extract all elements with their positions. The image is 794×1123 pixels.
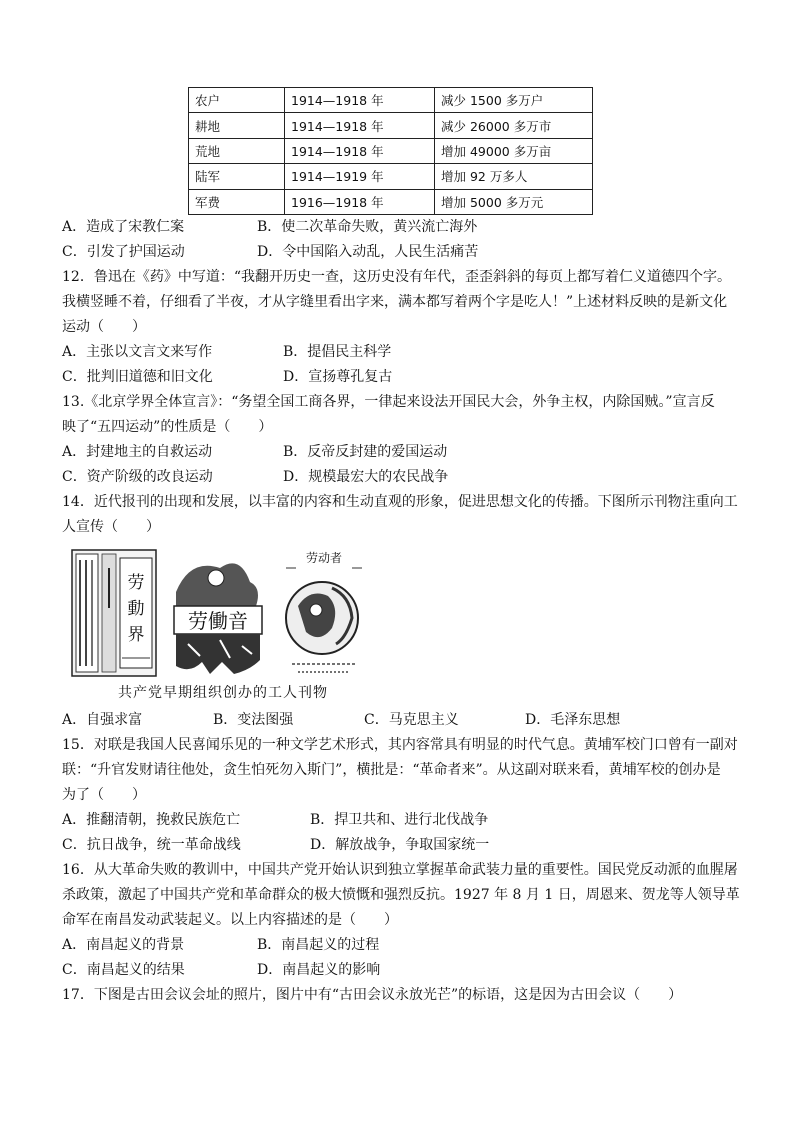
magazine-2-cover (174, 563, 262, 674)
table-row (189, 113, 593, 138)
q13-option-c[interactable]: C．资产阶级的改良运动 (62, 469, 213, 485)
magazine-1-cover (72, 550, 156, 676)
table-cell: 陆军 (189, 164, 285, 189)
table-cell: 荒地 (189, 138, 285, 163)
magazine-1-title-char-2: 動 (127, 599, 145, 619)
q12-stem-line3: 运动（ ） (62, 319, 146, 335)
q14-option-c[interactable]: C．马克思主义 (364, 712, 459, 728)
q14-option-a[interactable]: A．自强求富 (62, 712, 143, 728)
q16-option-c[interactable]: C．南昌起义的结果 (62, 962, 185, 978)
q15-option-d[interactable]: D．解放战争，争取国家统一 (310, 837, 490, 853)
q14-option-b[interactable]: B．变法图强 (213, 712, 294, 728)
q12-option-c[interactable]: C．批判旧道德和旧文化 (62, 369, 213, 385)
q12-option-a[interactable]: A．主张以文言文来写作 (62, 344, 213, 360)
q16-option-b[interactable]: B．南昌起义的过程 (257, 937, 380, 953)
q13-stem-line1: 13.《北京学界全体宣言》：“务望全国工商各界，一律起来设法开国民大会，外争主权，内除国贼。”宣言反 (62, 394, 715, 410)
q15-stem-line3: 为了（ ） (62, 787, 146, 803)
q11-option-c[interactable]: C．引发了护国运动 (62, 244, 185, 260)
magazine-2-title: 劳働音 (188, 609, 248, 633)
table-cell: 农户 (189, 88, 285, 113)
q16-option-d[interactable]: D．南昌起义的影响 (257, 962, 381, 978)
table-row (189, 164, 593, 189)
q15-stem-line1: 15．对联是我国人民喜闻乐见的一种文学艺术形式，其内容常具有明显的时代气息。黄埔军校门口曾有一副对 (62, 737, 738, 753)
table-cell: 1914—1919 年 (285, 164, 435, 189)
table-cell: 耕地 (189, 113, 285, 138)
q16-stem-line1: 16．从大革命失败的教训中，中国共产党开始认识到独立掌握革命武装力量的重要性。国民党反动派的血腥屠 (62, 862, 738, 878)
q14-stem-line1: 14．近代报刊的出现和发展，以丰富的内容和生动直观的形象，促进思想文化的传播。下图所示刊物注重向工 (62, 494, 738, 510)
q12-option-b[interactable]: B．提倡民主科学 (283, 344, 392, 360)
q15-option-b[interactable]: B．捍卫共和、进行北伐战争 (310, 812, 489, 828)
statistics-table (188, 87, 593, 215)
q16-stem-line2: 杀政策，激起了中国共产党和革命群众的极大愤慨和强烈反抗。1927 年 8 月 1 日，周恩来、贺龙等人领导革 (62, 887, 740, 903)
q13-option-a[interactable]: A．封建地主的自救运动 (62, 444, 213, 460)
magazine-1-title-char-1: 劳 (127, 573, 145, 593)
q15-option-c[interactable]: C．抗日战争，统一革命战线 (62, 837, 241, 853)
q17-stem-line1: 17．下图是古田会议会址的照片，图片中有“古田会议永放光芒”的标语，这是因为古田会议（ ） (62, 987, 683, 1003)
table-cell: 增加 49000 多万亩 (435, 138, 593, 163)
magazine-3-cover (286, 550, 362, 672)
table-cell: 减少 26000 多万市 (435, 113, 593, 138)
table-cell: 1914—1918 年 (285, 88, 435, 113)
q11-option-b[interactable]: B．使二次革命失败，黄兴流亡海外 (257, 219, 478, 235)
table-row (189, 189, 593, 214)
table-cell: 1916—1918 年 (285, 189, 435, 214)
q13-option-b[interactable]: B．反帝反封建的爱国运动 (283, 444, 448, 460)
q16-option-a[interactable]: A．南昌起义的背景 (62, 937, 185, 953)
q12-option-d[interactable]: D．宣扬尊孔复古 (283, 369, 393, 385)
q12-stem-line2: 我横竖睡不着，仔细看了半夜，才从字缝里看出字来，满本都写着两个字是吃人！”上述材料反映的是新文化 (62, 294, 728, 310)
q12-stem-line1: 12．鲁迅在《药》中写道：“我翻开历史一查，这历史没有年代，歪歪斜斜的每页上都写着仁义道德四个字。 (62, 269, 731, 285)
table-cell: 增加 92 万多人 (435, 164, 593, 189)
q14-stem-line2: 人宣传（ ） (62, 519, 160, 535)
q15-option-a[interactable]: A．推翻清朝，挽救民族危亡 (62, 812, 241, 828)
table-cell: 增加 5000 多万元 (435, 189, 593, 214)
table-cell: 军费 (189, 189, 285, 214)
table-row (189, 88, 593, 113)
table-cell: 减少 1500 多万户 (435, 88, 593, 113)
q13-option-d[interactable]: D．规模最宏大的农民战争 (283, 469, 449, 485)
figure-caption: 共产党早期组织创办的工人刊物 (118, 685, 328, 701)
magazine-covers-image (70, 548, 370, 682)
table-cell: 1914—1918 年 (285, 113, 435, 138)
q11-option-d[interactable]: D．令中国陷入动乱，人民生活痛苦 (257, 244, 479, 260)
table-cell: 1914—1918 年 (285, 138, 435, 163)
magazine-1-title-char-3: 界 (127, 625, 145, 645)
q15-stem-line2: 联：“升官发财请往他处，贪生怕死勿入斯门”，横批是：“革命者来”。从这副对联来看，黄埔军校的创办是 (62, 762, 721, 778)
q11-option-a[interactable]: A．造成了宋教仁案 (62, 219, 185, 235)
q13-stem-line2: 映了“五四运动”的性质是（ ） (62, 419, 273, 435)
table-row (189, 138, 593, 163)
q16-stem-line3: 命军在南昌发动武装起义。以上内容描述的是（ ） (62, 912, 398, 928)
magazine-3-title: 劳动者 (305, 551, 343, 565)
q14-option-d[interactable]: D．毛泽东思想 (525, 712, 621, 728)
